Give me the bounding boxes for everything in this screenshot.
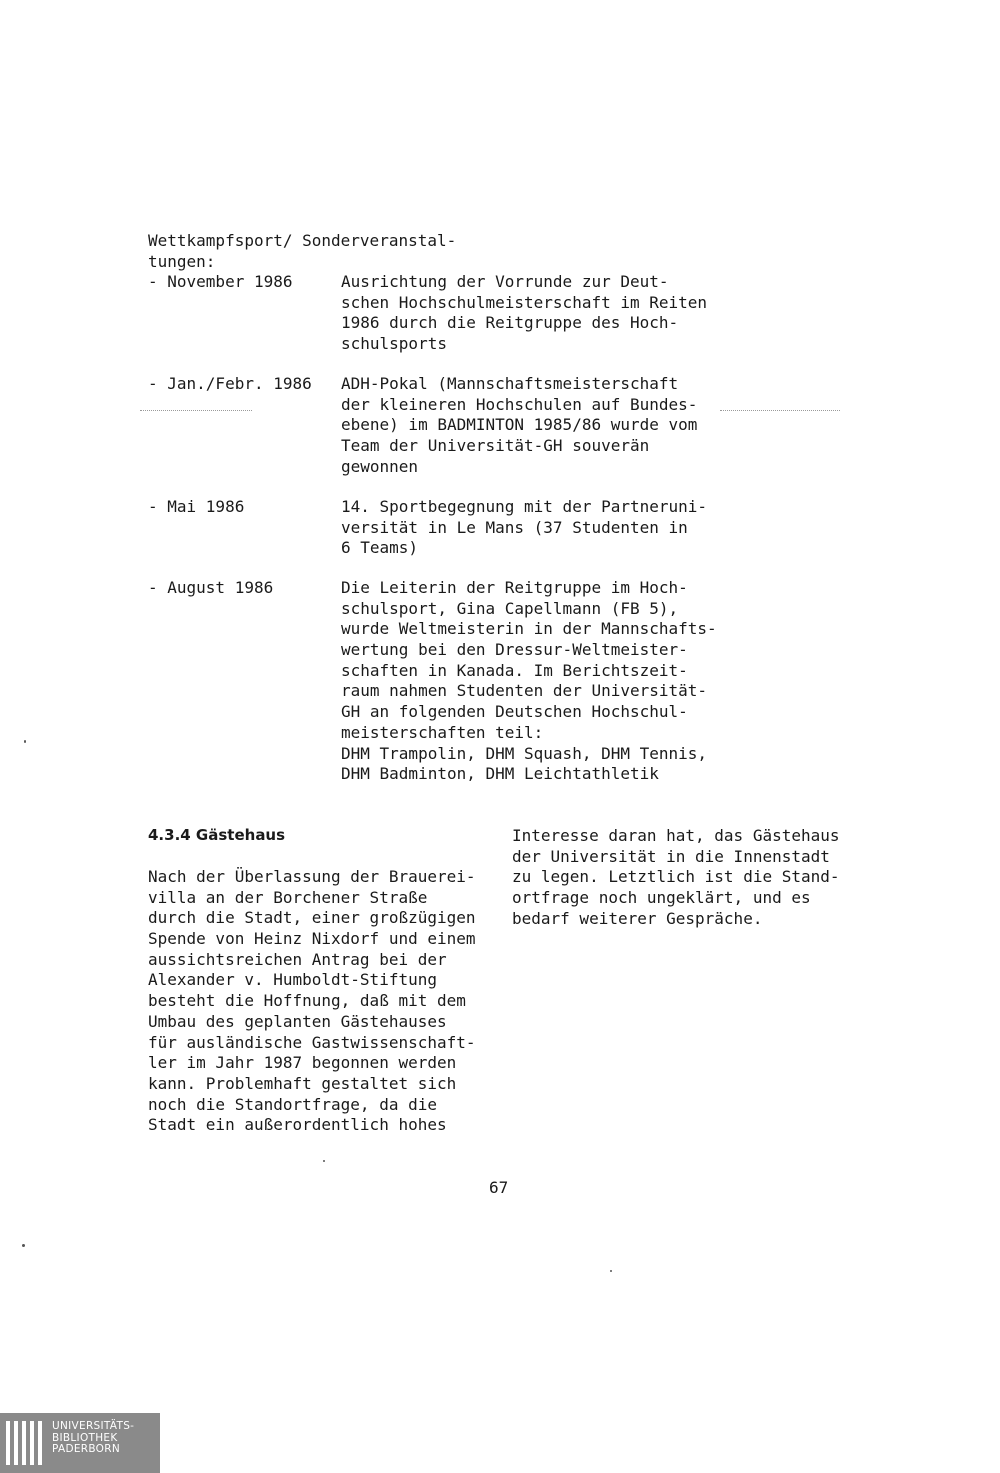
- event-line: ADH-Pokal (Mannschaftsmeisterschaft: [341, 374, 679, 393]
- event-line: schulsport, Gina Capellmann (FB 5),: [341, 598, 679, 618]
- event-line: ebene) im BADMINTON 1985/86 wurde vom: [341, 415, 698, 435]
- event-description: [341, 497, 761, 559]
- event-line: meisterschaften teil:: [341, 722, 544, 742]
- page-number: 67: [489, 1178, 509, 1197]
- event-line: wertung bei den Dressur-Weltmeister-: [341, 640, 688, 660]
- event-description: [341, 578, 761, 785]
- paragraph-line: Nach der Überlassung der Brauerei-: [148, 867, 476, 886]
- paragraph-line: besteht die Hoffnung, daß mit dem: [148, 991, 466, 1011]
- paragraph-line: Alexander v. Humboldt-Stiftung: [148, 970, 437, 990]
- event-line: GH an folgenden Deutschen Hochschul-: [341, 702, 688, 722]
- event-line: 1986 durch die Reitgruppe des Hoch-: [341, 313, 679, 333]
- event-line: Team der Universität-GH souverän: [341, 436, 650, 456]
- event-line: DHM Trampolin, DHM Squash, DHM Tennis,: [341, 743, 708, 763]
- event-line: Die Leiterin der Reitgruppe im Hoch-: [341, 578, 688, 597]
- event-line: raum nahmen Studenten der Universität-: [341, 681, 708, 701]
- paragraph-line: der Universität in die Innenstadt: [512, 846, 830, 866]
- event-line: 14. Sportbegegnung mit der Partneruni-: [341, 497, 708, 516]
- event-date-text: - August 1986: [148, 578, 274, 597]
- paragraph-line: villa an der Borchener Straße: [148, 887, 428, 907]
- scan-speck: [24, 740, 26, 743]
- faint-rule: [720, 410, 840, 411]
- event-description: [341, 374, 761, 477]
- event-line: versität in Le Mans (37 Studenten in: [341, 517, 688, 537]
- paragraph-line: noch die Standortfrage, da die: [148, 1094, 437, 1114]
- barcode-icon: [4, 1421, 44, 1465]
- event-date-text: - Mai 1986: [148, 497, 245, 516]
- library-logo: [0, 1413, 160, 1473]
- event-line: Ausrichtung der Vorrunde zur Deut-: [341, 272, 669, 291]
- library-logo-text: [52, 1421, 134, 1456]
- event-date: [148, 497, 328, 518]
- section-right-column: [512, 826, 872, 929]
- intro-line: Wettkampfsport/ Sonderveranstal-: [148, 231, 457, 250]
- paragraph-line: zu legen. Letztlich ist die Stand-: [512, 867, 840, 887]
- paragraph-line: für ausländische Gastwissenschaft-: [148, 1032, 476, 1052]
- paragraph-line: aussichtsreichen Antrag bei der: [148, 949, 447, 969]
- paragraph-line: Spende von Heinz Nixdorf und einem: [148, 929, 476, 949]
- scan-speck: [323, 1160, 325, 1162]
- event-line: 6 Teams): [341, 538, 419, 558]
- paragraph-line: Stadt ein außerordentlich hohes: [148, 1115, 447, 1135]
- paragraph-line: Umbau des geplanten Gästehauses: [148, 1011, 447, 1031]
- scan-speck: [610, 1270, 612, 1272]
- event-description: [341, 272, 761, 355]
- scan-speck: [22, 1244, 25, 1247]
- paragraph-line: ler im Jahr 1987 begonnen werden: [148, 1053, 457, 1073]
- section-title: 4.3.4 Gästehaus: [148, 826, 286, 844]
- event-line: schaften in Kanada. Im Berichtszeit-: [341, 660, 688, 680]
- section-left-column: [148, 867, 508, 1136]
- paragraph-line: ortfrage noch ungeklärt, und es: [512, 888, 811, 908]
- intro-heading: [148, 231, 548, 272]
- event-line: wurde Weltmeisterin in der Mannschafts-: [341, 619, 717, 639]
- paragraph-line: durch die Stadt, einer großzügigen: [148, 908, 476, 928]
- event-date: [148, 272, 328, 293]
- logo-line: UNIVERSITÄTS-: [52, 1420, 135, 1432]
- paragraph-line: bedarf weiterer Gespräche.: [512, 908, 763, 928]
- event-date-text: - Jan./Febr. 1986: [148, 374, 312, 393]
- logo-line: BIBLIOTHEK: [52, 1431, 118, 1444]
- event-date: [148, 374, 328, 395]
- paragraph-line: Interesse daran hat, das Gästehaus: [512, 826, 840, 845]
- intro-line: tungen:: [148, 251, 216, 271]
- faint-rule: [140, 410, 252, 411]
- event-line: der kleineren Hochschulen auf Bundes-: [341, 394, 698, 414]
- event-line: schen Hochschulmeisterschaft im Reiten: [341, 292, 708, 312]
- event-date-text: - November 1986: [148, 272, 293, 291]
- event-line: gewonnen: [341, 456, 419, 476]
- event-line: DHM Badminton, DHM Leichtathletik: [341, 764, 659, 784]
- event-line: schulsports: [341, 334, 447, 354]
- event-date: [148, 578, 328, 599]
- logo-line: PADERBORN: [52, 1443, 120, 1455]
- paragraph-line: kann. Problemhaft gestaltet sich: [148, 1073, 457, 1093]
